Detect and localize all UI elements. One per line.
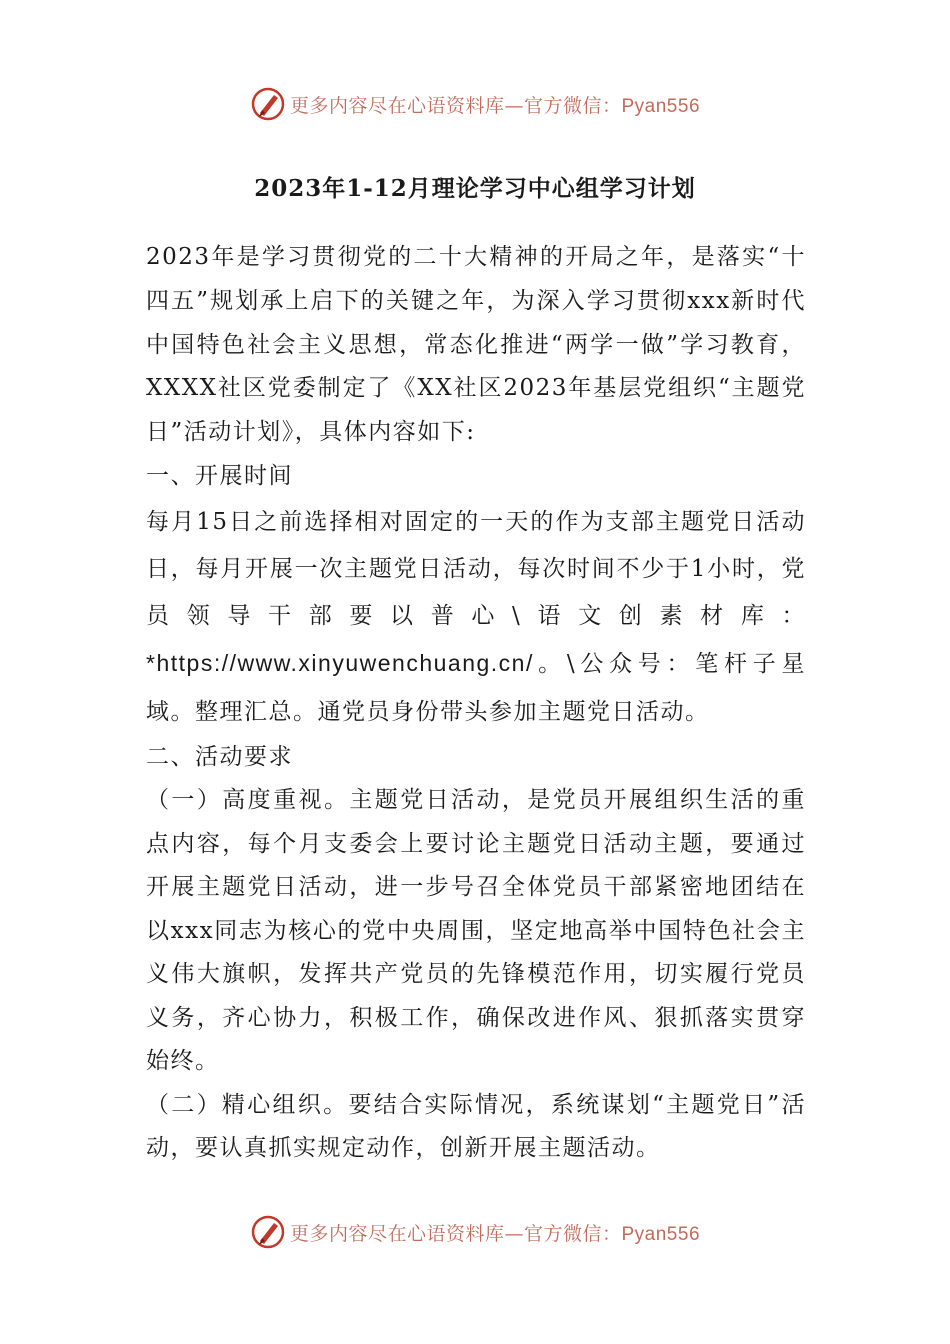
requirement-item-1: （一）高度重视。主题党日活动，是党员开展组织生活的重点内容，每个月支委会上要讨论主题党日活动主题，要通过开展主题党日活动，进一步号召全体党员干部紧密地团结在以xxx同志为核心的党中央周围，坚定地高举中国特色社会主义伟大旗帜，发挥共产党员的先锋模范作用，切实履行党员义务，齐心协力，积极工作，确保改进作风、狠抓落实贯穿始终。 [146, 787, 806, 1075]
document-title: 2023年1-12月理论学习中心组学习计划 [254, 175, 696, 202]
wechat-id: Pyan556 [621, 1223, 701, 1245]
section-heading-requirements: 二、活动要求 [146, 743, 293, 770]
section-body-time: 每月15日之前选择相对固定的一天的作为支部主题党日活动日，每月开展一次主题党日活动，每次时间不少于1小时，党员领导干部要以普心\语文创素材库：*https://www.xinyuwenchuang.cn/。\公众号：笔杆子星域。整理汇总。通党员身份带头参加主题党日活动。 [146, 508, 806, 725]
requirement-item-2: （二）精心组织。要结合实际情况，系统谋划“主题党日”活动，要认真抓实规定动作，创新开展主题活动。 [146, 1091, 806, 1162]
document-body [146, 236, 806, 1171]
footer-banner [0, 1212, 950, 1252]
banner-text: 更多内容尽在心语资料库—官方微信：Pyan556 [289, 94, 701, 117]
banner-text: 更多内容尽在心语资料库—官方微信：Pyan556 [289, 1222, 701, 1245]
wechat-id: Pyan556 [621, 95, 701, 117]
section-heading-time: 一、开展时间 [146, 462, 293, 489]
pen-logo-icon [250, 86, 286, 122]
intro-paragraph: 2023年是学习贯彻党的二十大精神的开局之年，是落实“十四五”规划承上启下的关键之年，为深入学习贯彻xxx新时代中国特色社会主义思想，常态化推进“两学一做”学习教育，XXXX社区党委制定了《XX社区2023年基层党组织“主题党日”活动计划》，具体内容如下: [146, 244, 806, 446]
pen-logo-icon [250, 1214, 286, 1250]
resource-url: *https://www.xinyuwenchuang.cn/ [146, 650, 534, 677]
header-banner [0, 84, 950, 124]
